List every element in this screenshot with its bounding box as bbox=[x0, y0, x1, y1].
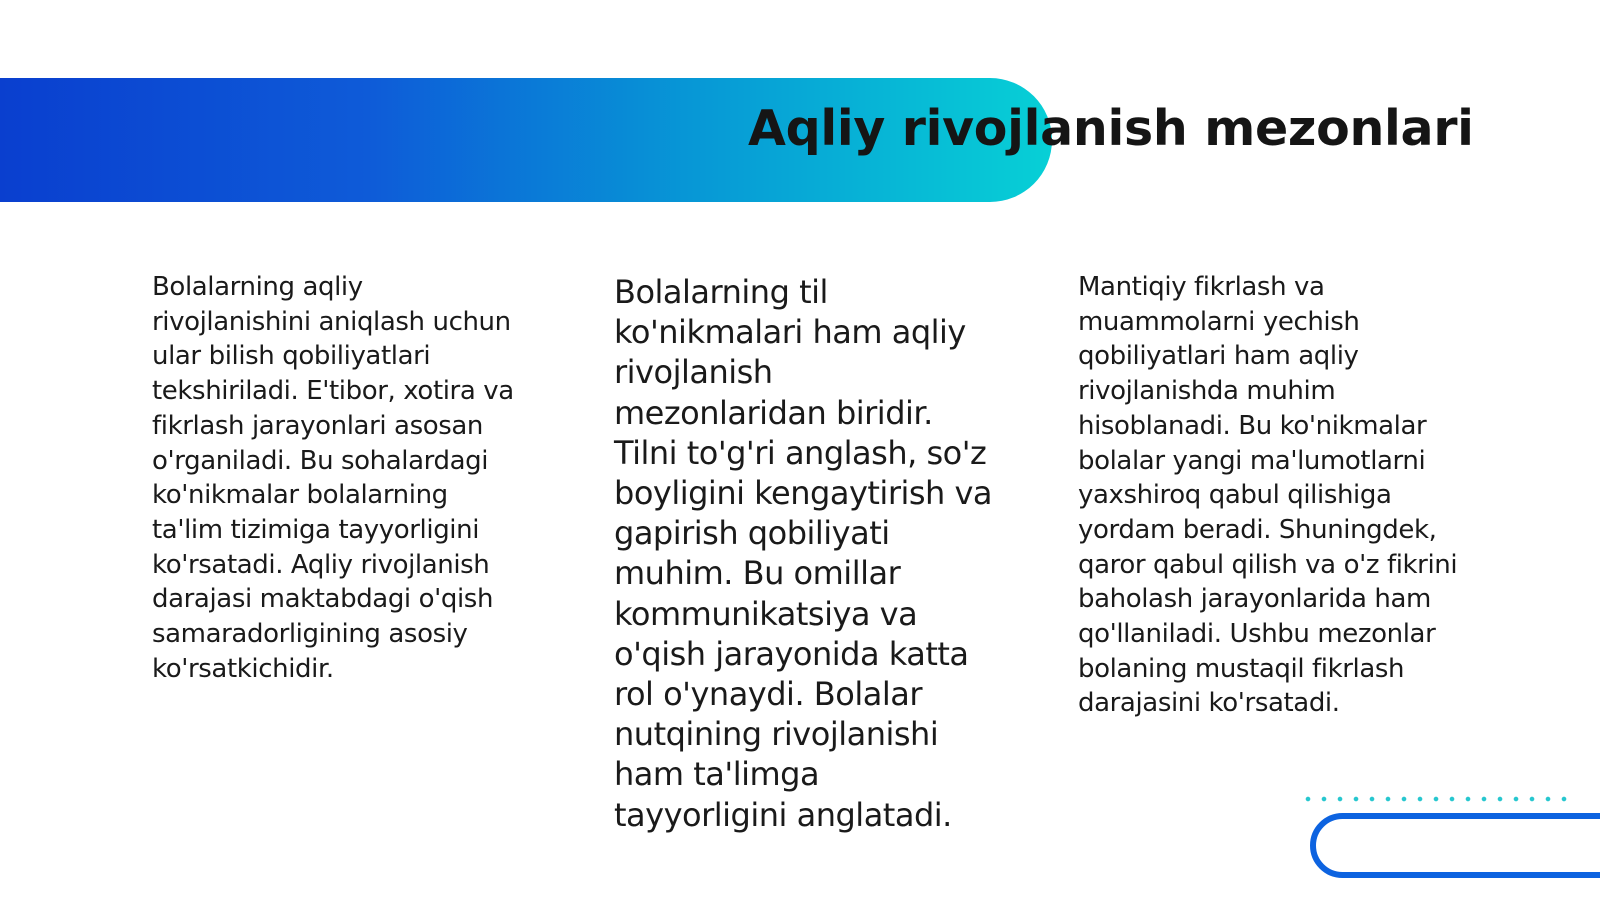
slide-title: Aqliy rivojlanish mezonlari bbox=[748, 100, 1474, 157]
decorative-dots bbox=[1300, 796, 1572, 802]
decorative-pill-outline bbox=[1310, 813, 1600, 878]
column-text-2: Bolalarning til ko'nikmalari ham aqliy rivojlanish mezonlaridan biridir. Tilni to'g'ri anglash, so'z boyligini kengaytirish va gapirish qobiliyati muhim. Bu omillar kommunikatsiya va o'qish jarayonida katta rol o'ynaydi. Bolalar nutqining rivojlanishi ham ta'limga tayyorligini anglatadi. bbox=[614, 273, 993, 834]
column-text-3: Mantiqiy fikrlash va muammolarni yechish qobiliyatlari ham aqliy rivojlanishda muhim hisoblanadi. Bu ko'nikmalar bolalar yangi ma'lumotlarni yaxshiroq qabul qilishiga yordam beradi. Shuningdek, qaror qabul qilish va o'z fikrini baholash jarayonlarida ham qo'llaniladi. Ushbu mezonlar bolaning mustaqil fikrlash darajasini ko'rsatadi. bbox=[1078, 272, 1458, 719]
column-text-1: Bolalarning aqliy rivojlanishini aniqlash uchun ular bilish qobiliyatlari tekshiriladi. E'tibor, xotira va fikrlash jarayonlari asosan o'rganiladi. Bu sohalardagi ko'nikmalar bolalarning ta'lim tizimiga tayyorligini ko'rsatadi. Aqliy rivojlanish darajasi maktabdagi o'qish samaradorligining asosiy ko'rsatkichidir. bbox=[152, 272, 514, 684]
